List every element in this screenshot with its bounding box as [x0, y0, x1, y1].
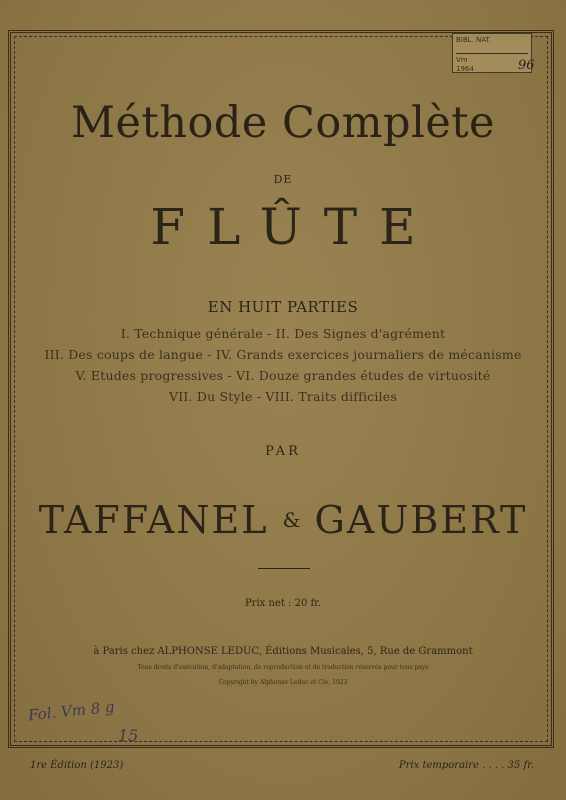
- net-price: Prix net : 20 fr.: [244, 598, 322, 609]
- author-ampersand: &: [282, 508, 301, 532]
- stamp-line-3: 1964: [456, 65, 474, 74]
- author-second: GAUBERT: [314, 498, 528, 542]
- rights-notice: Tous droits d'exécution, d'adaptation, de reproduction et de traduction réservés pour tous pays: [137, 664, 429, 671]
- part-line: III. Des coups de langue - IV. Grands exercices journaliers de mécanisme: [44, 347, 522, 362]
- method-title: Méthode Complète: [71, 98, 495, 148]
- stamp-mark: 96: [518, 58, 535, 73]
- handwritten-number: 15: [118, 726, 139, 745]
- publisher-line: à Paris chez ALPHONSE LEDUC, Éditions Musicales, 5, Rue de Grammont: [93, 646, 473, 657]
- copyright-notice: Copyright by Alphonse Leduc et Cie, 1923: [218, 679, 348, 686]
- stamp-rule: [456, 47, 528, 54]
- part-line: V. Etudes progressives - VI. Douze grandes études de virtuosité: [75, 368, 491, 383]
- instrument-title: FLÛTE: [150, 198, 438, 256]
- part-line: I. Technique générale - II. Des Signes d'agrément: [120, 326, 446, 341]
- parts-heading: EN HUIT PARTIES: [207, 298, 359, 316]
- edition-note: 1re Édition (1923): [30, 760, 124, 771]
- temporary-price: Prix temporaire . . . . 35 fr.: [398, 760, 534, 771]
- authors: [0, 498, 566, 542]
- part-line: VII. Du Style - VIII. Traits difficiles: [169, 389, 397, 404]
- author-first: TAFFANEL: [38, 498, 269, 542]
- stamp-line-2: Vm: [456, 56, 468, 65]
- divider: [258, 568, 310, 569]
- title-de: DE: [273, 173, 293, 186]
- par-label: PAR: [265, 444, 301, 459]
- handwritten-shelfmark: Fol. Vm 8 g: [27, 697, 116, 725]
- stamp-line-1: BIBL. NAT.: [456, 36, 492, 44]
